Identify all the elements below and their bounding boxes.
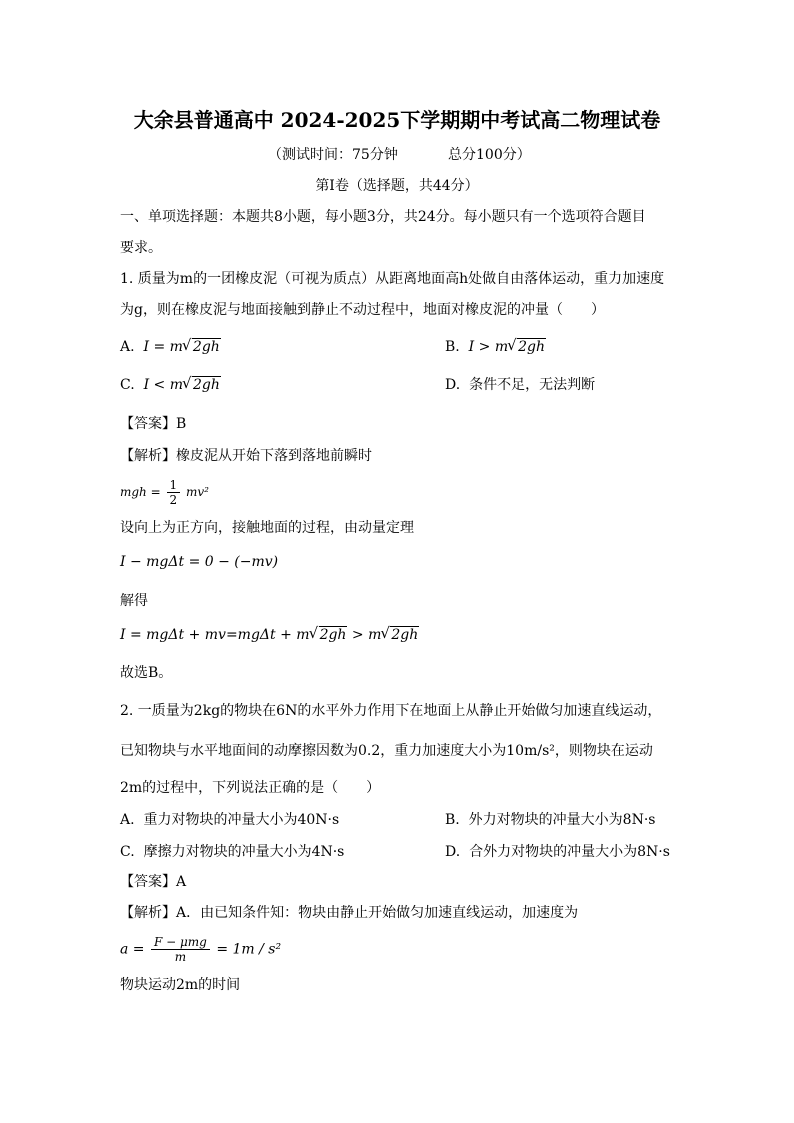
option-text: 条件不足，无法判断 (469, 377, 596, 393)
option-label: C. (120, 377, 135, 393)
q2-equation-1: a = $\frac{\text{F − μmg}}{m}$ = 1m / s² (120, 935, 282, 964)
subtitle-time: （测试时间：75分钟 (268, 147, 398, 163)
option-label: A. (120, 812, 135, 828)
sqrt-radical: √ 2gh (381, 625, 419, 645)
q1-analysis-line3: 解得 (120, 593, 148, 609)
q2-analysis-line2: 物块运动2m的时间 (120, 977, 241, 993)
q2-stem-line1: 2. 一质量为2kg的物块在6N的水平外力作用下在地面上从静止开始做匀加速直线运动， (120, 703, 662, 719)
q2-option-c (120, 842, 344, 862)
analysis-label: 【解析】 (120, 905, 176, 921)
fraction: $\frac{\text{F − μmg}}{m}$ (151, 935, 210, 964)
option-text: 外力对物块的冲量大小为8N·s (468, 812, 656, 828)
option-text: 合外力对物块的冲量大小为8N·s (469, 844, 670, 860)
option-formula: I = m (143, 339, 183, 355)
q1-conclusion: 故选B。 (120, 665, 173, 681)
analysis-label: 【解析】 (120, 448, 176, 464)
q2-option-a (120, 810, 339, 830)
part-heading: 第Ⅰ卷（选择题，共44分） (315, 178, 479, 194)
fraction: $\frac{1}{2}$ (167, 478, 181, 507)
option-formula: I < m (143, 377, 184, 393)
page-title: 大余县普通高中 2024-2025下学期期中考试高二物理试卷 (133, 108, 661, 132)
q2-option-d (445, 842, 670, 862)
option-text: 摩擦力对物块的冲量大小为4N·s (143, 844, 345, 860)
sqrt-radical: √ 2gh (183, 337, 221, 357)
q2-answer: 【答案】A (120, 874, 187, 890)
option-label: B. (445, 812, 460, 828)
section1-line2: 要求。 (120, 240, 162, 256)
q1-equation-2: I − mgΔt = 0 − (−mv) (120, 554, 279, 570)
q1-analysis-line2: 设向上为正方向，接触地面的过程，由动量定理 (120, 520, 414, 536)
q1-analysis-line1: 【解析】橡皮泥从开始下落到落地前瞬时 (120, 448, 372, 464)
q1-stem-line2: 为g，则在橡皮泥与地面接触到静止不动过程中，地面对橡皮泥的冲量（ ） (120, 302, 605, 318)
sqrt-radical: √ 2gh (183, 375, 221, 395)
option-formula: I > m (468, 339, 509, 355)
sqrt-radical: √ 2gh (508, 337, 546, 357)
q2-stem-line2: 已知物块与水平地面间的动摩擦因数为0.2，重力加速度大小为10m/s²，则物块在运动 (120, 743, 653, 759)
q1-option-b (445, 337, 546, 357)
option-label: D. (445, 844, 461, 860)
option-label: D. (445, 377, 461, 393)
option-label: B. (445, 339, 460, 355)
q2-stem-line3: 2m的过程中，下列说法正确的是（ ） (120, 780, 381, 796)
subtitle-score: 总分100分） (448, 147, 531, 163)
q1-option-d (445, 375, 595, 395)
q1-option-c (120, 375, 221, 395)
q2-option-b (445, 810, 655, 830)
option-label: C. (120, 844, 135, 860)
q2-analysis-line1: 【解析】A．由已知条件知：物块由静止开始做匀加速直线运动，加速度为 (120, 905, 579, 921)
option-text: 重力对物块的冲量大小为40N·s (143, 812, 340, 828)
q1-option-a (120, 337, 221, 357)
q1-equation-3: I = mgΔt + mv=mgΔt + m√ 2gh > m√ 2gh (120, 625, 419, 645)
q1-answer: 【答案】B (120, 416, 187, 432)
option-label: A. (120, 339, 135, 355)
q1-stem-line1: 1. 质量为m的一团橡皮泥（可视为质点）从距离地面高h处做自由落体运动，重力加速度 (120, 271, 665, 287)
section1-line1: 一、单项选择题：本题共8小题，每小题3分，共24分。每小题只有一个选项符合题目 (120, 209, 646, 225)
q1-equation-1: mgh = $\frac{1}{2}$ mv² (120, 478, 209, 507)
sqrt-radical: √ 2gh (310, 625, 348, 645)
